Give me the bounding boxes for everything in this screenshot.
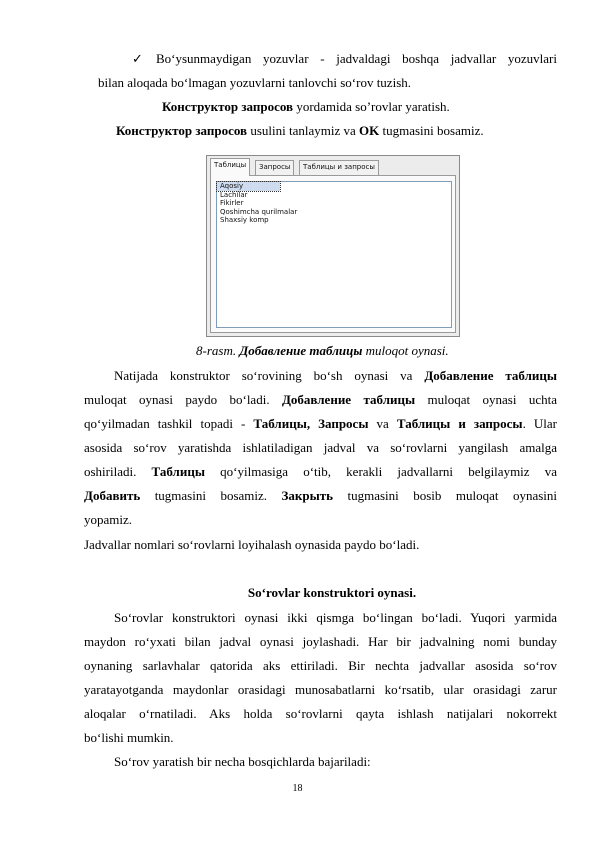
para3-line-2: maydon ro‘yxati bilan jadval oynasi joylashadi. Har bir jadvalning nomi bunday	[84, 634, 557, 649]
para1-line-7: yopamiz.	[84, 512, 133, 527]
para1-line-3	[84, 416, 557, 432]
para3-line-5: aloqalar o‘rnatiladi. Aks holda so‘rovlarni qayta ishlash natijalari nokorrekt	[84, 706, 557, 721]
para1-text: muloqat oynasi paydo bo‘ladi.	[84, 392, 282, 407]
list-item: Qoshimcha qurilmalar	[220, 207, 298, 216]
page-number: 18	[292, 783, 303, 794]
para1-line-5	[84, 464, 557, 480]
add-table-dialog-image	[206, 155, 460, 337]
para3-line-6: bo‘lishi mumkin.	[84, 730, 174, 745]
para1-text: . Ular	[522, 416, 557, 431]
para1-line-2	[84, 392, 557, 408]
para3-line-3: oynaning sarlavhalar qatorida aks ettiriladi. Bir nechta jadvallar asosida so‘rov	[84, 658, 557, 673]
bullet-line-2: bilan aloqada bo‘lmagan yozuvlarni tanlovchi so‘rov tuzish.	[98, 75, 411, 90]
constructor-rest: yordamida so’rovlar yaratish.	[293, 99, 450, 114]
para1-text: tugmasini bosib muloqat oynasini	[333, 488, 557, 503]
list-item: Fikirler	[220, 199, 244, 207]
para3-line-4: yaratayotganda maydonlar orasidagi munosabatlarni ko‘rsatib, ular orasidagi zarur	[84, 682, 557, 697]
para1-bold: Закрыть	[281, 488, 333, 503]
caption-suffix: muloqot oynasi.	[362, 343, 449, 358]
choose-bold: Конструктор запросов	[116, 123, 248, 138]
constructor-bold: Конструктор запросов	[162, 99, 294, 114]
para1-text: va	[368, 416, 397, 431]
para1-text: qo‘yilmasiga o‘tib, kerakli jadvallarni belgilaymiz va	[204, 464, 557, 479]
checkmark-icon: ✓	[132, 52, 143, 67]
para1-bold: Добавление таблицы	[424, 368, 557, 383]
para1-line-1	[114, 368, 557, 384]
caption-bold: Добавление таблицы	[239, 343, 363, 358]
list-item: Aqosiy	[217, 182, 280, 191]
bullet-line-1: Bo‘ysunmaydigan yozuvlar - jadvaldagi boshqa jadvallar yozuvlari	[156, 51, 557, 66]
choose-line	[116, 123, 484, 139]
para1-text: tugmasini bosamiz.	[140, 488, 282, 503]
para1-line-4: asosida so‘rov yaratishda ishlatiladigan jadval va so‘rovlarni yangilash amalga	[84, 440, 557, 455]
para1-bold: Таблицы, Запросы	[253, 416, 369, 431]
constructor-line	[162, 99, 450, 115]
figure-caption	[196, 343, 449, 359]
para1-bold: Таблицы и запросы	[396, 416, 523, 431]
para1-bold: Таблицы	[151, 464, 205, 479]
para1-text: qo‘yilmadan tashkil topadi -	[84, 416, 254, 431]
para1-bold: Добавить	[84, 488, 141, 503]
para1-text: muloqat oynasi uchta	[415, 392, 558, 407]
tab-tables: Таблицы	[210, 158, 250, 176]
caption-prefix: 8-rasm.	[196, 343, 240, 358]
tab-tables-and-queries: Таблицы и запросы	[299, 160, 379, 175]
choose-rest: tugmasini bosamiz.	[379, 123, 484, 138]
para3-line-1: So‘rovlar konstruktori oynasi ikki qismga bo‘lingan bo‘ladi. Yuqori yarmida	[114, 610, 557, 625]
para1-text: oshiriladi.	[84, 464, 152, 479]
tab-queries: Запросы	[255, 160, 294, 175]
para1-line-6	[84, 488, 557, 504]
section-heading: So‘rovlar konstruktori oynasi.	[247, 585, 417, 600]
choose-mid: usulini tanlaymiz va	[247, 123, 359, 138]
para1-text: Natijada konstruktor so‘rovining bo‘sh oynasi va	[114, 368, 425, 383]
para4: So‘rov yaratish bir necha bosqichlarda bajariladi:	[114, 754, 371, 769]
table-listbox	[216, 181, 452, 328]
dialog-tabs	[208, 158, 458, 175]
list-item: Lachilar	[220, 190, 248, 199]
list-item: Shaxsiy komp	[220, 216, 269, 224]
dialog-tab-body	[210, 175, 456, 333]
para2: Jadvallar nomlari so‘rovlarni loyihalash oynasida paydo bo‘ladi.	[84, 537, 420, 552]
ok-bold: OK	[359, 123, 380, 138]
para1-bold: Добавление таблицы	[281, 392, 416, 407]
